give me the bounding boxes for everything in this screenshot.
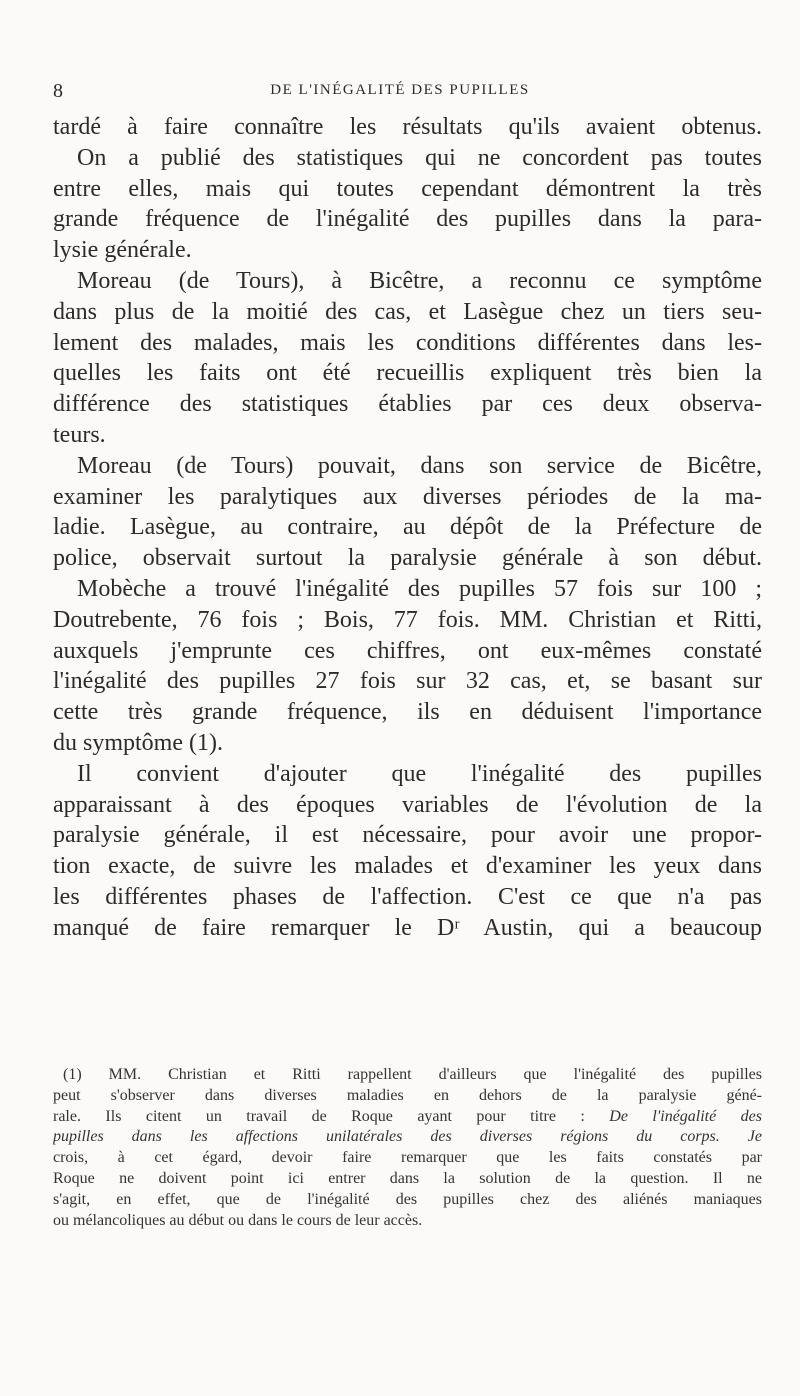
text-line: manqué de faire remarquer le Dʳ Austin, qui a beaucoup [53,914,762,941]
text-line: paralysie générale, il est nécessaire, pour avoir une propor- [53,822,762,849]
text-line: lysie générale. [53,237,192,264]
text-line: du symptôme (1). [53,729,223,756]
text-line: grande fréquence de l'inégalité des pupilles dans la para- [53,206,762,233]
footnote-line: s'agit, en effet, que de l'inégalité des pupilles chez des aliénés maniaques [53,1190,762,1208]
footnote [53,1065,762,1231]
footnote-line [53,1107,762,1128]
text-line: ladie. Lasègue, au contraire, au dépôt de la Préfecture de [53,514,762,541]
text-line: dans plus de la moitié des cas, et Lasègue chez un tiers seu- [53,298,762,325]
text-line: Doutrebente, 76 fois ; Bois, 77 fois. MM. Christian et Ritti, [53,606,762,633]
text-line: entre elles, mais qui toutes cependant démontrent la très [53,175,762,202]
text-line: examiner les paralytiques aux diverses périodes de la ma- [53,483,762,510]
page-number: 8 [53,80,63,102]
footnote-line: peut s'observer dans diverses maladies en dehors de la paralysie géné- [53,1086,762,1104]
text-line: tion exacte, de suivre les malades et d'examiner les yeux dans [53,853,762,880]
footnote-cited-title: De l'inégalité des [609,1107,762,1125]
page-header [0,80,800,110]
footnote-line [53,1127,762,1148]
text-line: teurs. [53,421,106,448]
text-line: Moreau (de Tours) pouvait, dans son service de Bicêtre, [77,452,762,479]
running-head: DE L'INÉGALITÉ DES PUPILLES [270,82,530,98]
text-line: Moreau (de Tours), à Bicêtre, a reconnu ce symptôme [77,267,762,294]
body-text [53,112,762,944]
text-line: On a publié des statistiques qui ne concordent pas toutes [77,144,762,171]
footnote-cited-title-cont: pupilles dans les affections unilatérales des diverses régions du corps. Je [53,1128,762,1146]
text-line: quelles les faits ont été recueillis expliquent très bien la [53,360,762,387]
text-line: l'inégalité des pupilles 27 fois sur 32 cas, et, se basant sur [53,668,762,695]
text-line: Mobèche a trouvé l'inégalité des pupilles 57 fois sur 100 ; [77,575,762,602]
text-line: différence des statistiques établies par ces deux observa- [53,391,762,418]
text-line: Il convient d'ajouter que l'inégalité des pupilles [77,760,762,787]
text-line: police, observait surtout la paralysie générale à son début. [53,545,762,572]
text-line: lement des malades, mais les conditions différentes dans les- [53,329,762,356]
text-line: tardé à faire connaître les résultats qu'ils avaient obtenus. [53,114,762,140]
text-line: les différentes phases de l'affection. C'est ce que n'a pas [53,883,762,910]
footnote-line: (1) MM. Christian et Ritti rappellent d'ailleurs que l'inégalité des pupilles [63,1066,762,1083]
text-line: cette très grande fréquence, ils en déduisent l'importance [53,699,762,726]
footnote-line: Roque ne doivent point ici entrer dans la solution de la question. Il ne [53,1169,762,1187]
footnote-line: ou mélancoliques au début ou dans le cours de leur accès. [53,1211,423,1229]
text-line: auxquels j'emprunte ces chiffres, ont eux-mêmes constaté [53,637,762,664]
text-line: apparaissant à des époques variables de l'évolution de la [53,791,762,818]
footnote-text: rale. Ils citent un travail de Roque ayant pour titre : [53,1107,610,1125]
footnote-line: crois, à cet égard, devoir faire remarquer que les faits constatés par [53,1149,762,1167]
